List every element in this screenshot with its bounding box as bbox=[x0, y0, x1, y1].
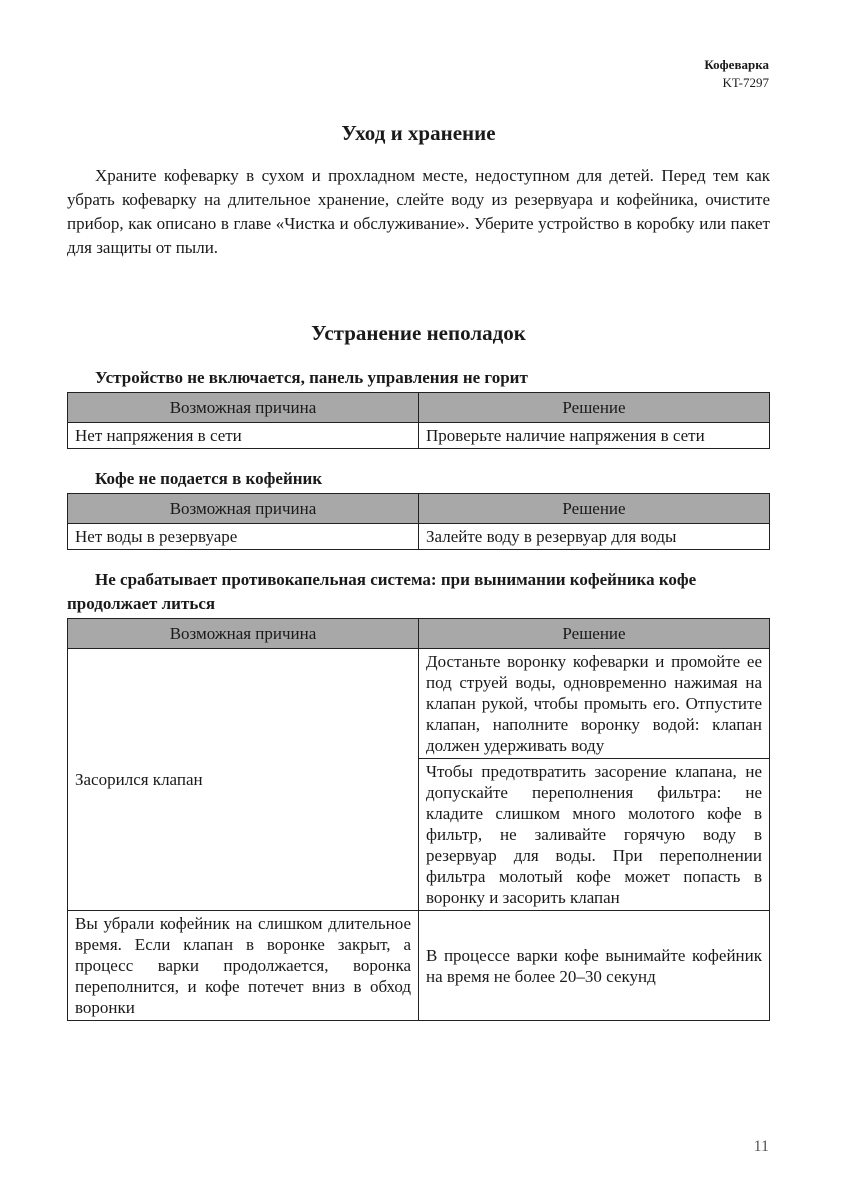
solution-cell: Проверьте наличие напряжения в сети bbox=[419, 423, 770, 449]
cause-cell: Засорился клапан bbox=[68, 649, 419, 911]
product-name: Кофеварка bbox=[704, 57, 769, 72]
table-row bbox=[68, 649, 770, 759]
storage-text: Храните кофеварку в сухом и прохладном месте, недоступном для детей. Перед тем как убрать кофеварку на длительное хранение, слейте воду из резервуара и кофейника, очистите прибор, как описано в главе «Чистка и обслуживание». Уберите устройство в коробку или пакет для защиты от пыли. bbox=[67, 166, 770, 257]
problem-2-table bbox=[67, 493, 770, 550]
cause-column-header: Возможная причина bbox=[68, 393, 419, 423]
solution-column-header: Решение bbox=[419, 393, 770, 423]
cause-column-header: Возможная причина bbox=[68, 494, 419, 524]
cause-cell: Нет напряжения в сети bbox=[68, 423, 419, 449]
page-number: 11 bbox=[753, 1138, 769, 1155]
cause-cell: Нет воды в резервуаре bbox=[68, 524, 419, 550]
table-row bbox=[68, 911, 770, 1021]
solution-cell: В процессе варки кофе вынимайте кофейник на время не более 20–30 секунд bbox=[419, 911, 770, 1021]
cause-cell: Вы убрали кофейник на слишком длительное время. Если клапан в воронке закрыт, а процесс варки продолжается, воронка переполнится, и кофе потечет вниз в обход воронки bbox=[68, 911, 419, 1021]
problem-2-title: Кофе не подается в кофейник bbox=[95, 469, 323, 488]
problem-1-title: Устройство не включается, панель управления не горит bbox=[95, 368, 528, 387]
problem-1-table bbox=[67, 392, 770, 449]
page-header bbox=[704, 56, 769, 92]
solution-cell: Достаньте воронку кофеварки и промойте ее под струей воды, одновременно нажимая на клапан рукой, чтобы промыть его. Отпустите клапан, наполните воронку водой: клапан должен удерживать воду bbox=[419, 649, 770, 759]
problem-3-table bbox=[67, 618, 770, 1021]
table-row bbox=[68, 524, 770, 550]
model-number: KT-7297 bbox=[722, 75, 769, 90]
troubleshooting-heading: Устранение неполадок bbox=[311, 321, 526, 345]
table-row bbox=[68, 423, 770, 449]
page-content bbox=[67, 118, 770, 1021]
storage-heading: Уход и хранение bbox=[341, 121, 496, 145]
solution-cell: Чтобы предотвратить засорение клапана, не допускайте переполнения фильтра: не кладите слишком много молотого кофе в фильтр, не заливайте горячую воду в резервуар для воды. При переполнении фильтра молотый кофе может попасть в воронку и засорить клапан bbox=[419, 759, 770, 911]
solution-cell: Залейте воду в резервуар для воды bbox=[419, 524, 770, 550]
problem-3-title: Не срабатывает противокапельная система: при вынимании кофейника кофе продолжает литься bbox=[67, 570, 697, 613]
solution-column-header: Решение bbox=[419, 619, 770, 649]
cause-column-header: Возможная причина bbox=[68, 619, 419, 649]
solution-column-header: Решение bbox=[419, 494, 770, 524]
